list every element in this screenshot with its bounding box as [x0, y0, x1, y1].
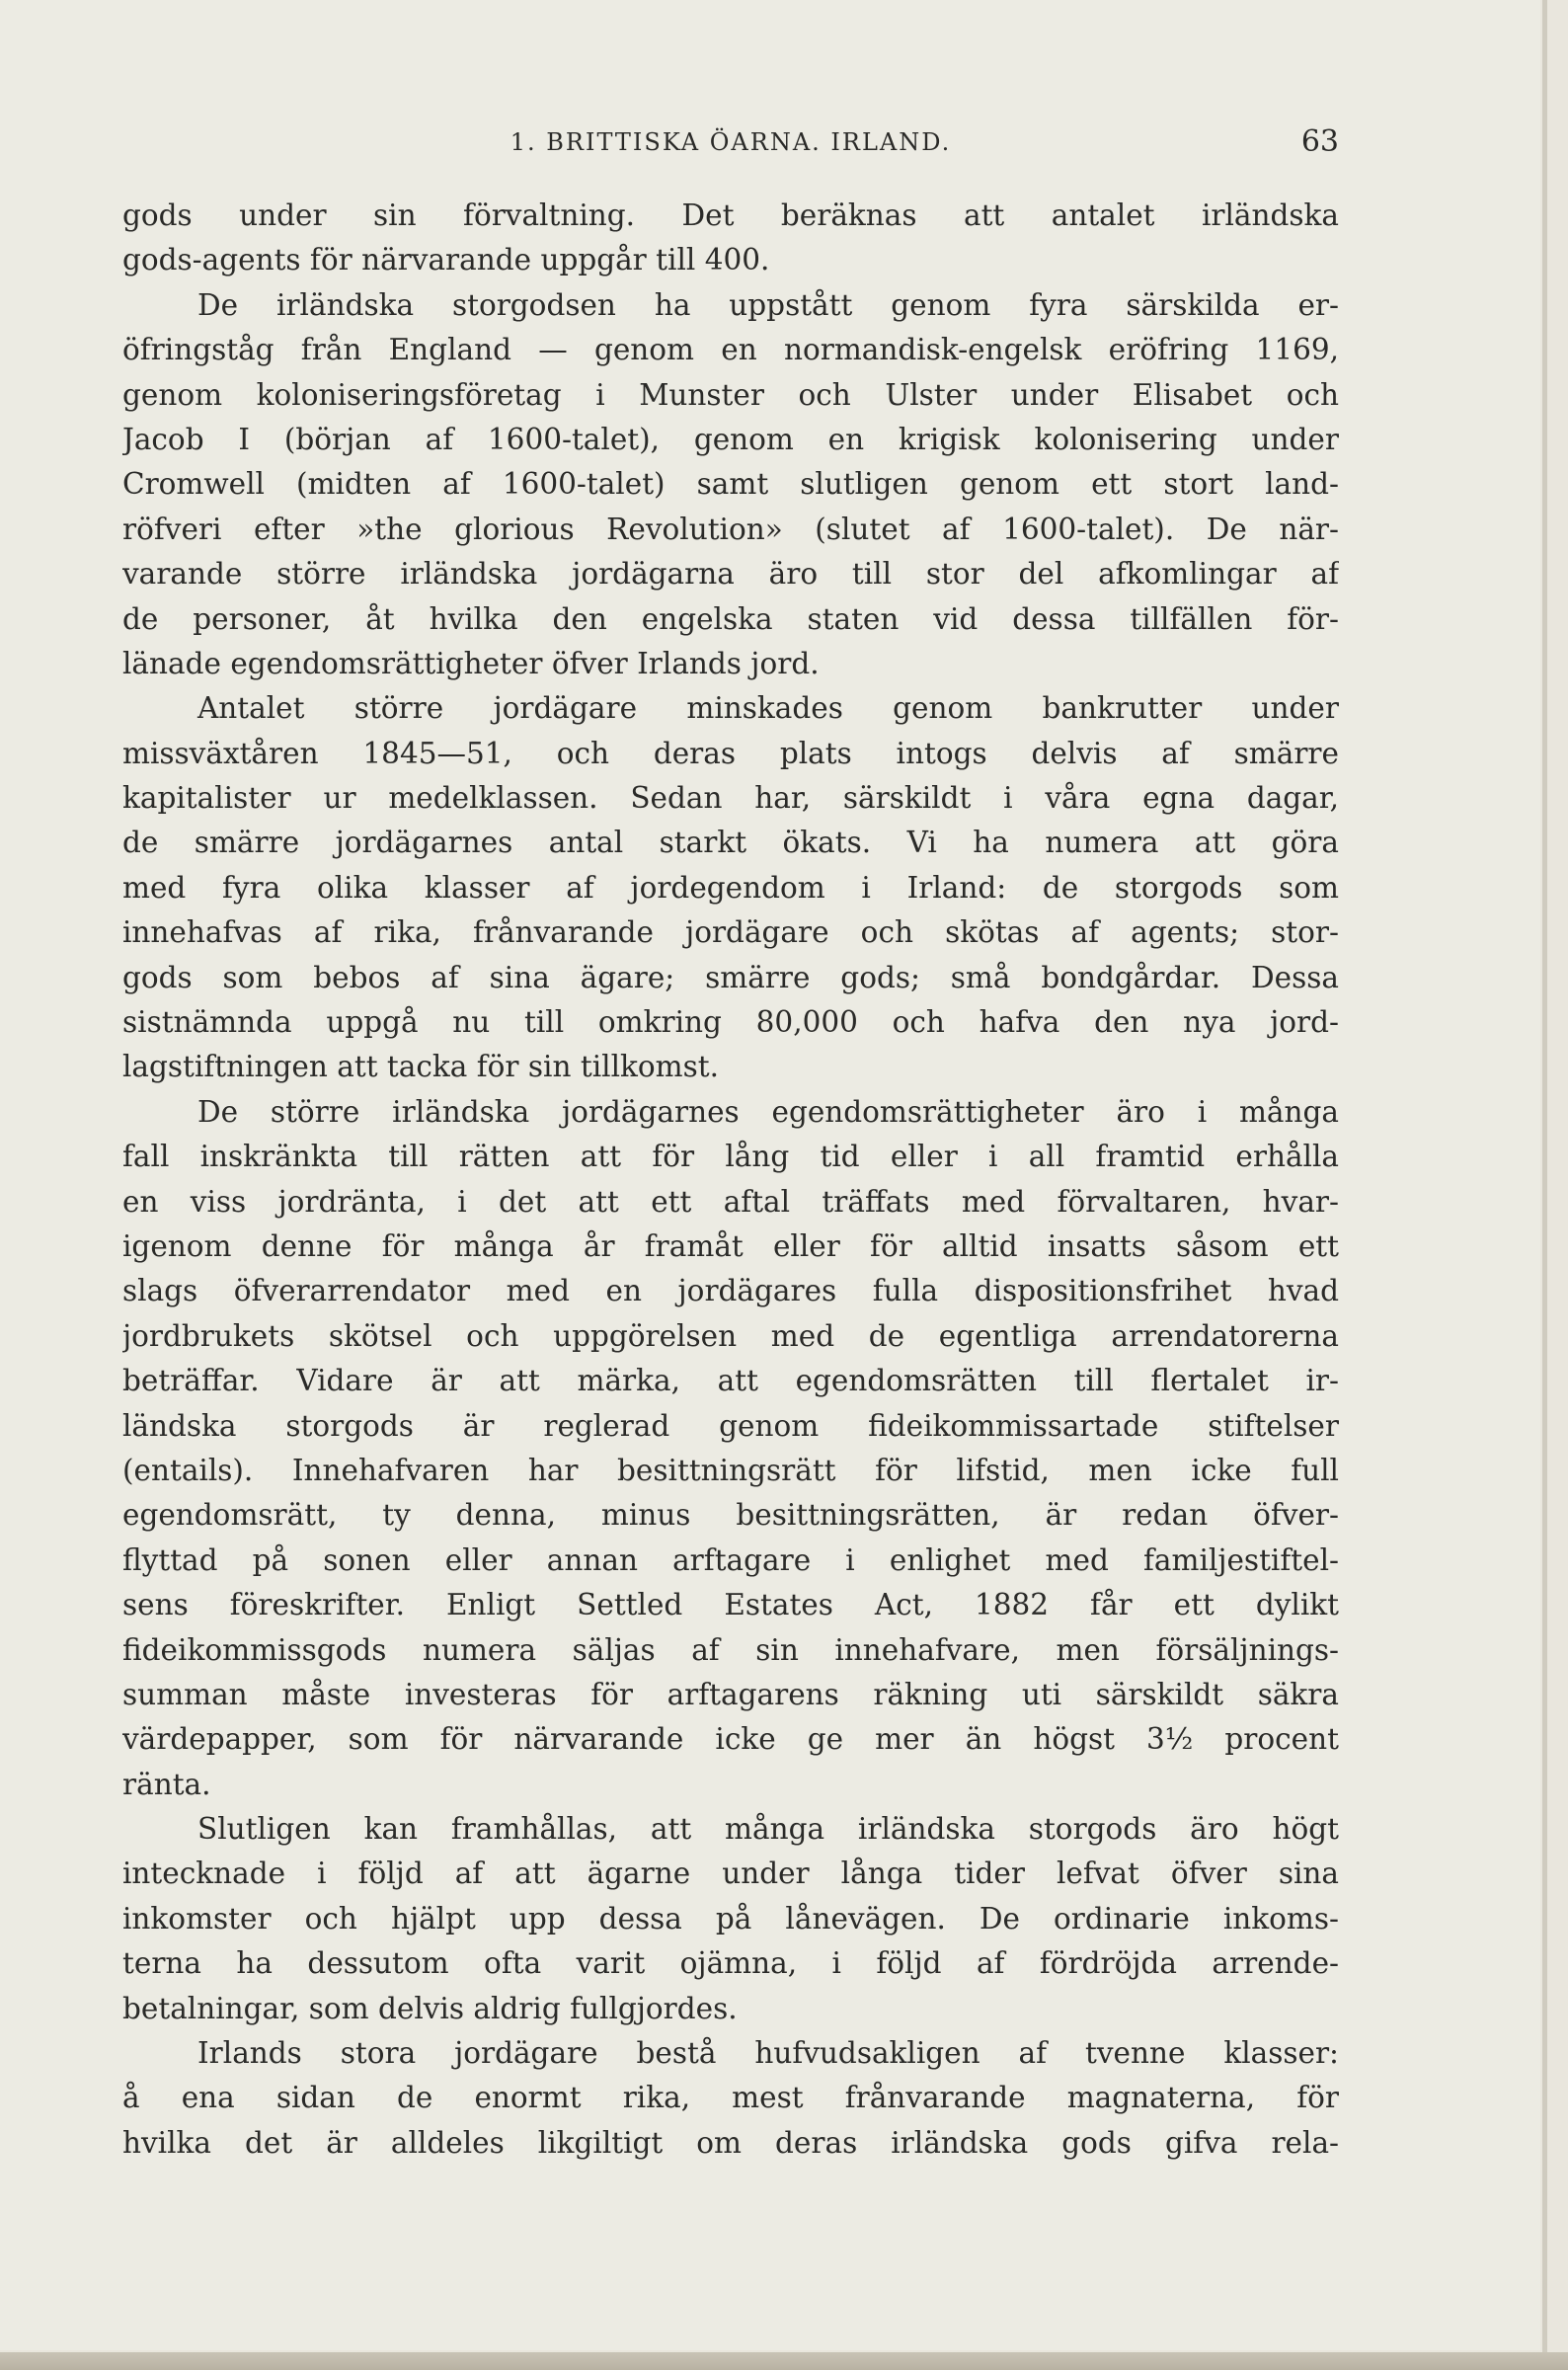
text-line: inkomster och hjälpt upp dessa på lånevägen. De ordinarie inkoms- — [122, 1901, 1339, 1936]
text-line: med fyra olika klasser af jordegendom i Irland: de storgods som — [122, 870, 1339, 905]
text-line: De större irländska jordägarnes egendomsrättigheter äro i många — [197, 1094, 1339, 1129]
text-line: hvilka det är alldeles likgiltigt om deras irländska gods gifva rela- — [122, 2125, 1339, 2160]
section-title: 1. BRITTISKA ÖARNA. IRLAND. — [510, 128, 952, 156]
text-line: betalningar, som delvis aldrig fullgjordes. — [122, 1991, 738, 2025]
text-line: gods som bebos af sina ägare; smärre gods; små bondgårdar. Dessa — [122, 960, 1339, 994]
text-line: Jacob I (början af 1600-talet), genom en krigisk kolonisering under — [122, 422, 1339, 456]
text-line: värdepapper, som för närvarande icke ge mer än högst 3½ procent — [122, 1722, 1339, 1757]
body-text — [122, 194, 1339, 2166]
text-line: sistnämnda uppgå nu till omkring 80,000 och hafva den nya jord- — [122, 1005, 1339, 1040]
text-line: igenom denne för många år framåt eller för alltid insatts såsom ett — [122, 1228, 1339, 1263]
text-line: De irländska storgodsen ha uppstått genom fyra särskilda er- — [197, 287, 1339, 322]
page-edge-bottom — [0, 2352, 1568, 2370]
text-line: missväxtåren 1845—51, och deras plats intogs delvis af smärre — [122, 736, 1339, 770]
text-line: innehafvas af rika, frånvarande jordägare och skötas af agents; stor- — [122, 915, 1339, 950]
text-line: fideikommissgods numera säljas af sin innehafvare, men försäljnings- — [122, 1632, 1339, 1667]
text-line: röfveri efter »the glorious Revolution» (slutet af 1600-talet). De när- — [122, 512, 1339, 546]
text-line: de personer, åt hvilka den engelska staten vid dessa tillfällen för- — [122, 601, 1339, 636]
text-line: gods-agents för närvarande uppgår till 400. — [122, 243, 770, 277]
text-line: jordbrukets skötsel och uppgörelsen med de egentliga arrendatorerna — [122, 1318, 1339, 1353]
text-line: egendomsrätt, ty denna, minus besittningsrätten, är redan öfver- — [122, 1498, 1339, 1533]
page-edge-right — [1542, 0, 1547, 2370]
text-line: slags öfverarrendator med en jordägares fulla dispositionsfrihet hvad — [122, 1274, 1339, 1308]
text-line: Slutligen kan framhållas, att många irländska storgods äro högt — [197, 1812, 1339, 1847]
text-line: de smärre jordägarnes antal starkt ökats. Vi ha numera att göra — [122, 826, 1339, 860]
text-line: å ena sidan de enormt rika, mest frånvarande magnaterna, för — [122, 2081, 1339, 2115]
page-number: 63 — [1300, 124, 1339, 159]
text-line: fall inskränkta till rätten att för lång tid eller i all framtid erhålla — [122, 1140, 1339, 1174]
text-line: Antalet större jordägare minskades genom bankrutter under — [197, 691, 1339, 726]
text-line: summan måste investeras för arftagarens räkning uti särskildt säkra — [122, 1677, 1339, 1711]
text-line: kapitalister ur medelklassen. Sedan har, särskildt i våra egna dagar, — [122, 781, 1339, 816]
text-line: flyttad på sonen eller annan arftagare i enlighet med familjestiftel- — [122, 1542, 1339, 1577]
text-line: länade egendomsrättigheter öfver Irlands jord. — [122, 646, 820, 680]
text-line: beträffar. Vidare är att märka, att egendomsrätten till flertalet ir- — [122, 1364, 1339, 1398]
text-line: öfringståg från England — genom en normandisk-engelsk eröfring 1169, — [122, 333, 1339, 367]
text-line: intecknade i följd af att ägarne under långa tider lefvat öfver sina — [122, 1856, 1339, 1891]
text-line: terna ha dessutom ofta varit ojämna, i följd af fördröjda arrende- — [122, 1946, 1339, 1981]
text-line: Cromwell (midten af 1600-talet) samt slutligen genom ett stort land- — [122, 467, 1339, 502]
text-line: lagstiftningen att tacka för sin tillkomst. — [122, 1050, 719, 1084]
text-line: sens föreskrifter. Enligt Settled Estates Act, 1882 får ett dylikt — [122, 1588, 1339, 1622]
text-line: genom koloniseringsföretag i Munster och Ulster under Elisabet och — [122, 377, 1339, 412]
text-line: ränta. — [122, 1767, 211, 1801]
text-line: ländska storgods är reglerad genom fideikommissartade stiftelser — [122, 1408, 1339, 1443]
text-line: (entails). Innehafvaren har besittningsrätt för lifstid, men icke full — [122, 1453, 1339, 1487]
text-line: en viss jordränta, i det att ett aftal träffats med förvaltaren, hvar- — [122, 1184, 1339, 1219]
running-header — [122, 122, 1339, 172]
text-line: varande större irländska jordägarna äro till stor del afkomlingar af — [122, 557, 1339, 592]
text-line: Irlands stora jordägare bestå hufvudsakligen af tvenne klasser: — [197, 2036, 1339, 2071]
text-line: gods under sin förvaltning. Det beräknas att antalet irländska — [122, 198, 1339, 232]
